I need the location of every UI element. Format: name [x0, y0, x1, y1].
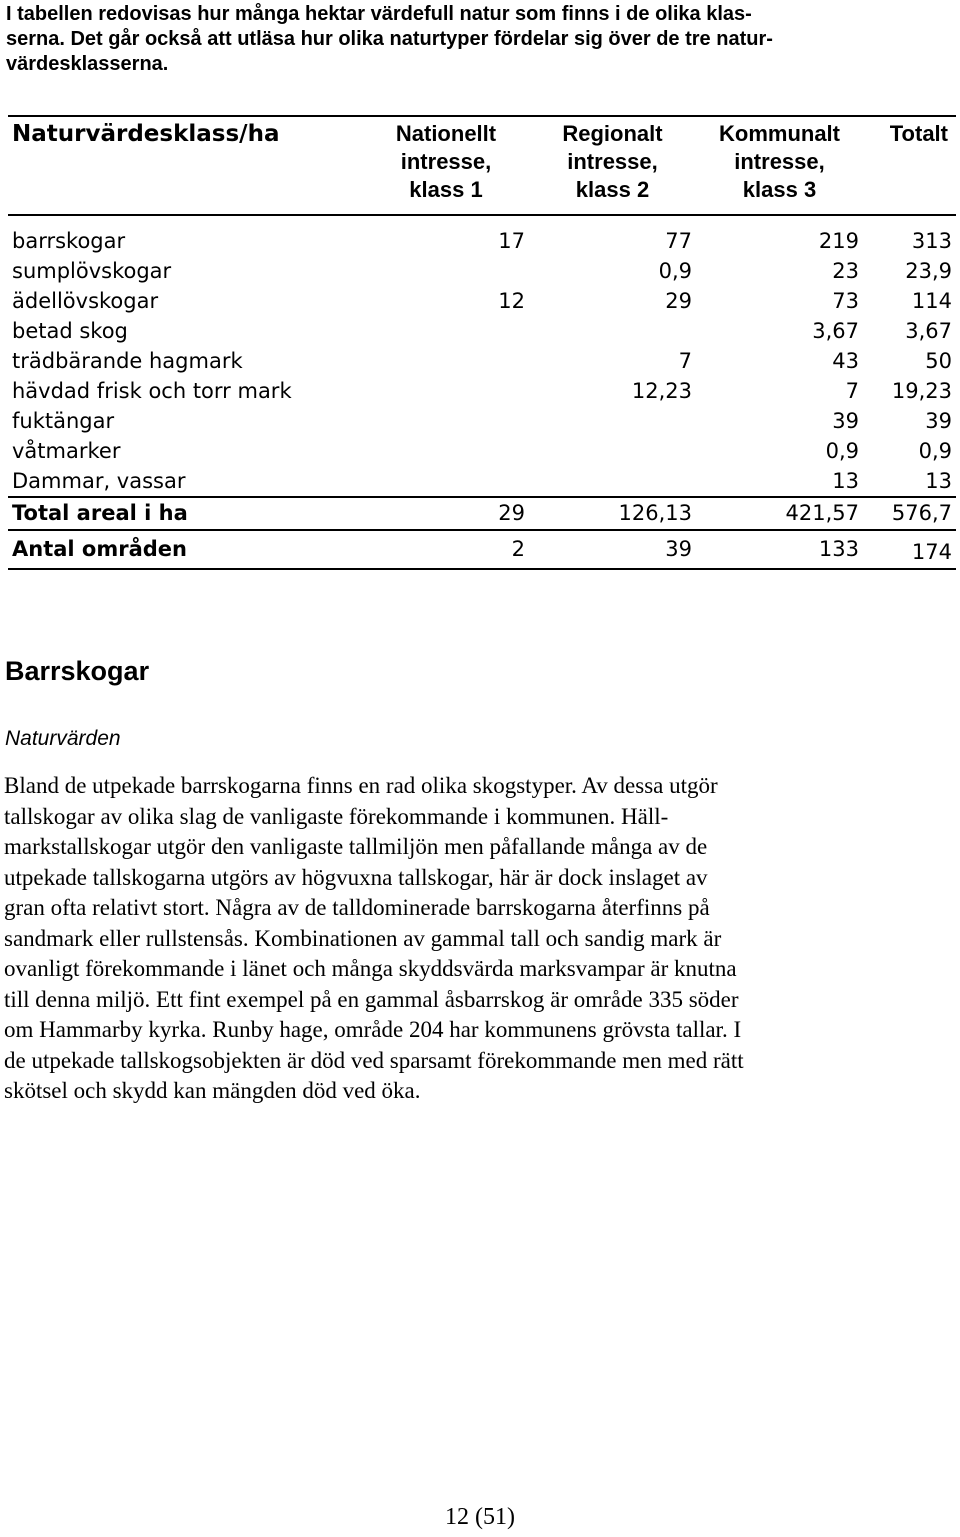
cell-class-1: [363, 316, 529, 346]
table-row: [8, 406, 956, 436]
count-total: 174: [911, 540, 952, 564]
paragraph-line: till denna miljö. Ett fint exempel på en gammal åsbarrskog är område 335 söder: [4, 986, 739, 1012]
page-number: 12 (51): [445, 1504, 515, 1530]
cell-total: 313: [911, 229, 952, 253]
cell-class-2: 77: [665, 229, 692, 253]
cell-class-1: [363, 376, 529, 406]
cell-class-1: 12: [498, 289, 525, 313]
intro-line: serna. Det går också att utläsa hur olika naturtyper fördelar sig över de tre natur-: [6, 28, 773, 50]
paragraph-line: Bland de utpekade barrskogarna finns en rad olika skogstyper. Av dessa utgör: [4, 773, 718, 798]
cell-total: 13: [925, 469, 952, 493]
cell-class-3: 13: [832, 469, 859, 493]
cell-class-2: 29: [665, 289, 692, 313]
table-row: [8, 436, 956, 466]
total-label: Total areal i ha: [12, 501, 188, 525]
count-class-1: 2: [511, 537, 525, 561]
cell-class-1: [363, 256, 529, 286]
paragraph-line: utpekade tallskogarna utgörs av högvuxna tallskogar, här är dock inslaget av: [4, 864, 708, 890]
row-label: hävdad frisk och torr mark: [12, 379, 292, 403]
table-row: [8, 286, 956, 316]
nature-value-table: [8, 115, 956, 570]
cell-class-3: 0,9: [825, 439, 859, 463]
total-class-1: 29: [498, 501, 525, 525]
table-row: [8, 256, 956, 286]
cell-total: 50: [925, 349, 952, 373]
cell-class-1: [363, 436, 529, 466]
paragraph-line: tallskogar av olika slag de vanligaste förekommande i kommunen. Häll-: [4, 803, 669, 829]
cell-class-2: [529, 436, 696, 466]
table-count-row: [8, 530, 956, 569]
row-label: våtmarker: [12, 439, 121, 463]
cell-class-2: 0,9: [658, 259, 692, 283]
total-class-3: 421,57: [785, 501, 859, 525]
header-category: Naturvärdesklass/ha: [12, 121, 280, 147]
header-total: Totalt: [889, 121, 948, 146]
section-heading: Barrskogar: [5, 656, 150, 686]
table-row: [8, 215, 956, 256]
row-label: betad skog: [12, 319, 128, 343]
paragraph-line: om Hammarby kyrka. Runby hage, område 204 har kommunens grövsta tallar. I: [4, 1017, 742, 1042]
table-row: [8, 316, 956, 346]
cell-class-1: [363, 346, 529, 376]
header-class-2: Regionalt intresse, klass 2: [562, 121, 663, 202]
table-header-row: [8, 116, 956, 215]
row-label: Dammar, vassar: [12, 469, 186, 493]
row-label: trädbärande hagmark: [12, 349, 243, 373]
paragraph-line: skötsel och skydd kan mängden död ved öka.: [4, 1078, 421, 1103]
cell-class-1: [363, 406, 529, 436]
cell-total: 3,67: [905, 319, 952, 343]
total-class-2: 126,13: [618, 501, 692, 525]
cell-class-3: 7: [845, 379, 859, 403]
paragraph-line: de utpekade tallskogsobjekten är död ved sparsamt förekommande men med rätt: [4, 1047, 744, 1073]
paragraph-line: markstallskogar utgör den vanligaste tallmiljön men påfallande många av de: [4, 834, 708, 859]
row-label: sumplövskogar: [12, 259, 172, 283]
cell-class-3: 43: [832, 349, 859, 373]
cell-total: 23,9: [905, 259, 952, 283]
cell-total: 0,9: [918, 439, 952, 463]
count-class-3: 133: [818, 537, 859, 561]
header-class-1: Nationellt intresse, klass 1: [395, 121, 497, 202]
cell-class-2: [529, 316, 696, 346]
cell-class-3: 219: [818, 229, 859, 253]
cell-class-3: 3,67: [812, 319, 859, 343]
intro-line: värdesklasserna.: [6, 53, 169, 75]
paragraph-line: gran ofta relativt stort. Några av de talldominerade barrskogarna återfinns på: [4, 895, 710, 920]
header-class-3: Kommunalt intresse, klass 3: [719, 121, 840, 202]
section-subheading: Naturvärden: [5, 727, 121, 750]
table-row: [8, 346, 956, 376]
total-total: 576,7: [891, 501, 952, 525]
cell-total: 19,23: [891, 379, 952, 403]
intro-text: [6, 2, 946, 77]
row-label: ädellövskogar: [12, 289, 159, 313]
table-row: [8, 466, 956, 497]
count-label: Antal områden: [12, 537, 187, 561]
table-row: [8, 376, 956, 406]
paragraph-line: ovanligt förekommande i länet och många skyddsvärda marksvampar är knutna: [4, 956, 737, 981]
cell-class-3: 39: [832, 409, 859, 433]
paragraph-line: sandmark eller rullstensås. Kombinationen av gammal tall och sandig mark är: [4, 925, 722, 951]
cell-class-1: [363, 466, 529, 497]
intro-line: I tabellen redovisas hur många hektar värdefull natur som finns i de olika klas-: [6, 3, 752, 25]
cell-class-3: 23: [832, 259, 859, 283]
row-label: fuktängar: [12, 409, 115, 433]
row-label: barrskogar: [12, 229, 126, 253]
table-total-row: [8, 497, 956, 530]
cell-class-2: 7: [678, 349, 692, 373]
cell-class-2: 12,23: [631, 379, 692, 403]
cell-class-2: [529, 406, 696, 436]
section-paragraph: [4, 771, 949, 1107]
count-class-2: 39: [665, 537, 692, 561]
cell-class-3: 73: [832, 289, 859, 313]
cell-class-1: 17: [498, 229, 525, 253]
cell-total: 114: [911, 289, 952, 313]
cell-total: 39: [925, 409, 952, 433]
cell-class-2: [529, 466, 696, 497]
